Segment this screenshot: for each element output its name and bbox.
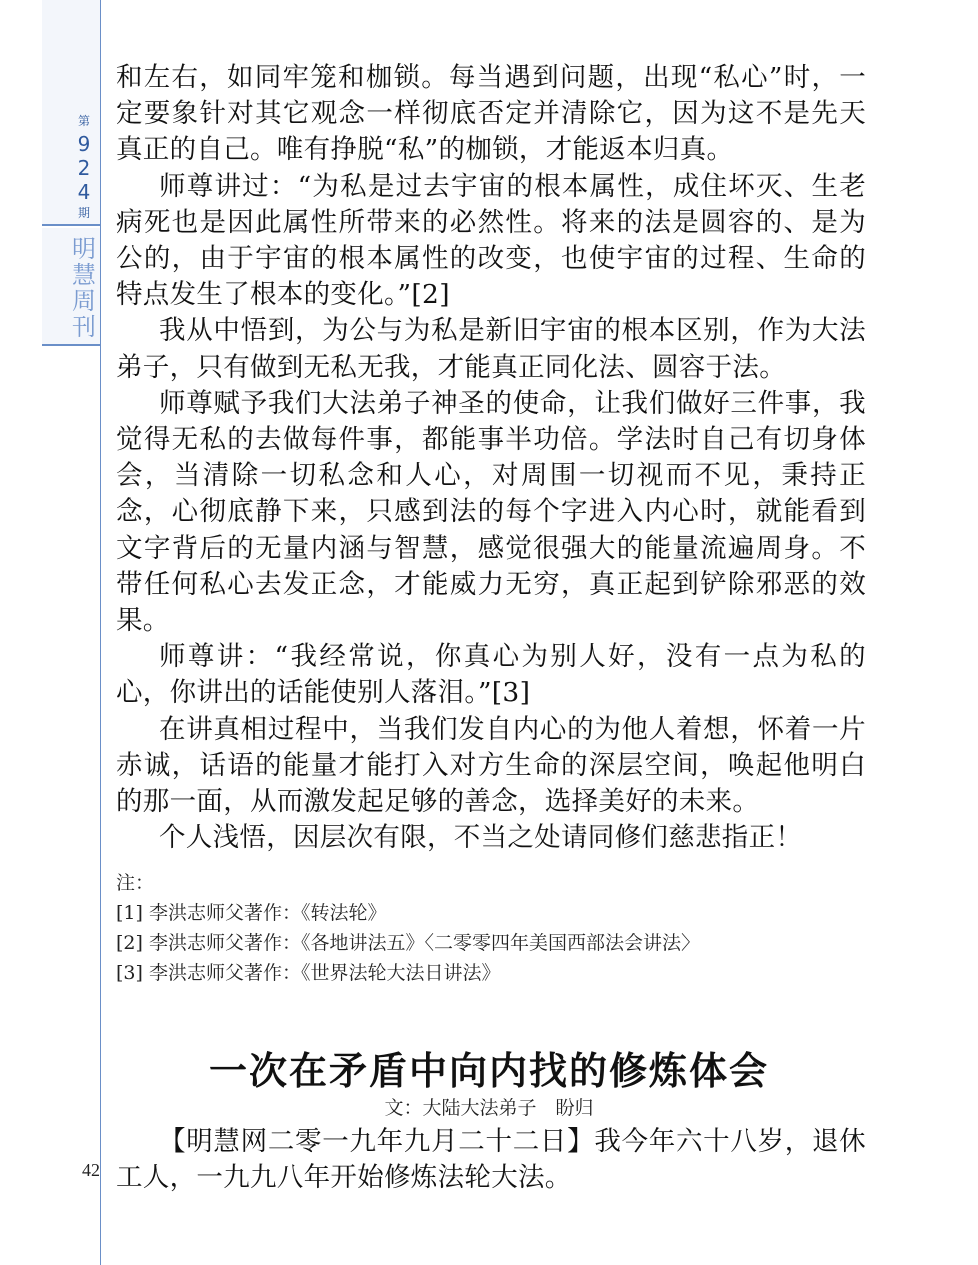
notes-section <box>116 868 876 988</box>
magazine-title-char: 刊 <box>72 313 96 341</box>
paragraph: 师尊讲：“我经常说，你真心为别人好，没有一点为私的心，你讲出的话能使别人落泪。”[3] <box>116 641 866 709</box>
article-body <box>116 1124 866 1196</box>
paragraph: 【明慧网二零一九年九月二十二日】我今年六十八岁，退休工人，一九九八年开始修炼法轮大法。 <box>116 1126 866 1194</box>
issue-prefix: 第 <box>77 114 90 128</box>
issue-digit: 2 <box>77 156 91 180</box>
magazine-title-char: 明 <box>72 235 96 263</box>
note-item: [2] 李洪志师父著作：《各地讲法五》〈二零零四年美国西部法会讲法〉 <box>116 932 700 954</box>
paragraph: 和左右，如同牢笼和枷锁。每当遇到问题，出现“私心”时，一定要象针对其它观念一样彻底否定并清除它，因为这不是先天真正的自己。唯有挣脱“私”的枷锁，才能返本归真。 <box>116 62 866 166</box>
note-item: [1] 李洪志师父著作：《转法轮》 <box>116 902 387 924</box>
page-number: 42 <box>82 1160 100 1180</box>
paragraph: 在讲真相过程中，当我们发自内心的为他人着想，怀着一片赤诚，话语的能量才能打入对方生命的深层空间，唤起他明白的那一面，从而激发起足够的善念，选择美好的未来。 <box>116 713 866 818</box>
paragraph: 我从中悟到，为公与为私是新旧宇宙的根本区别，作为大法弟子，只有做到无私无我，才能真正同化法、圆容于法。 <box>116 315 866 383</box>
article-byline: 文：大陆大法弟子 盼归 <box>384 1097 594 1119</box>
magazine-title-char: 周 <box>72 287 96 315</box>
magazine-title-char: 慧 <box>72 261 96 289</box>
issue-digit: 9 <box>77 132 91 156</box>
paragraph: 师尊赋予我们大法弟子神圣的使命，让我们做好三件事，我觉得无私的去做每件事，都能事半功倍。学法时自己有切身体会，当清除一切私念和人心，对周围一切视而不见，秉持正念，心彻底静下来，只感到法的每个字进入内心时，就能看到文字背后的无量内涵与智慧，感觉很强大的能量流遍周身。不带任何私心去发正念，才能威力无穷，真正起到铲除邪恶的效果。 <box>116 387 866 637</box>
article-continuation <box>116 60 866 856</box>
paragraph: 个人浅悟，因层次有限，不当之处请同修们慈悲指正！ <box>159 822 803 854</box>
article-title: 一次在矛盾中向内找的修炼体会 <box>208 1048 769 1093</box>
paragraph: 师尊讲过：“为私是过去宇宙的根本属性，成住坏灭、生老病死也是因此属性所带来的必然性。将来的法是圆容的、是为公的，由于宇宙的根本属性的改变，也使宇宙的过程、生命的特点发生了根本的变化。”[2] <box>116 170 866 311</box>
issue-suffix: 期 <box>77 206 90 220</box>
note-item: [3] 李洪志师父著作：《世界法轮大法日讲法》 <box>116 962 501 984</box>
issue-digit: 4 <box>77 180 91 204</box>
notes-heading: 注： <box>116 872 155 894</box>
magazine-title <box>72 236 96 340</box>
